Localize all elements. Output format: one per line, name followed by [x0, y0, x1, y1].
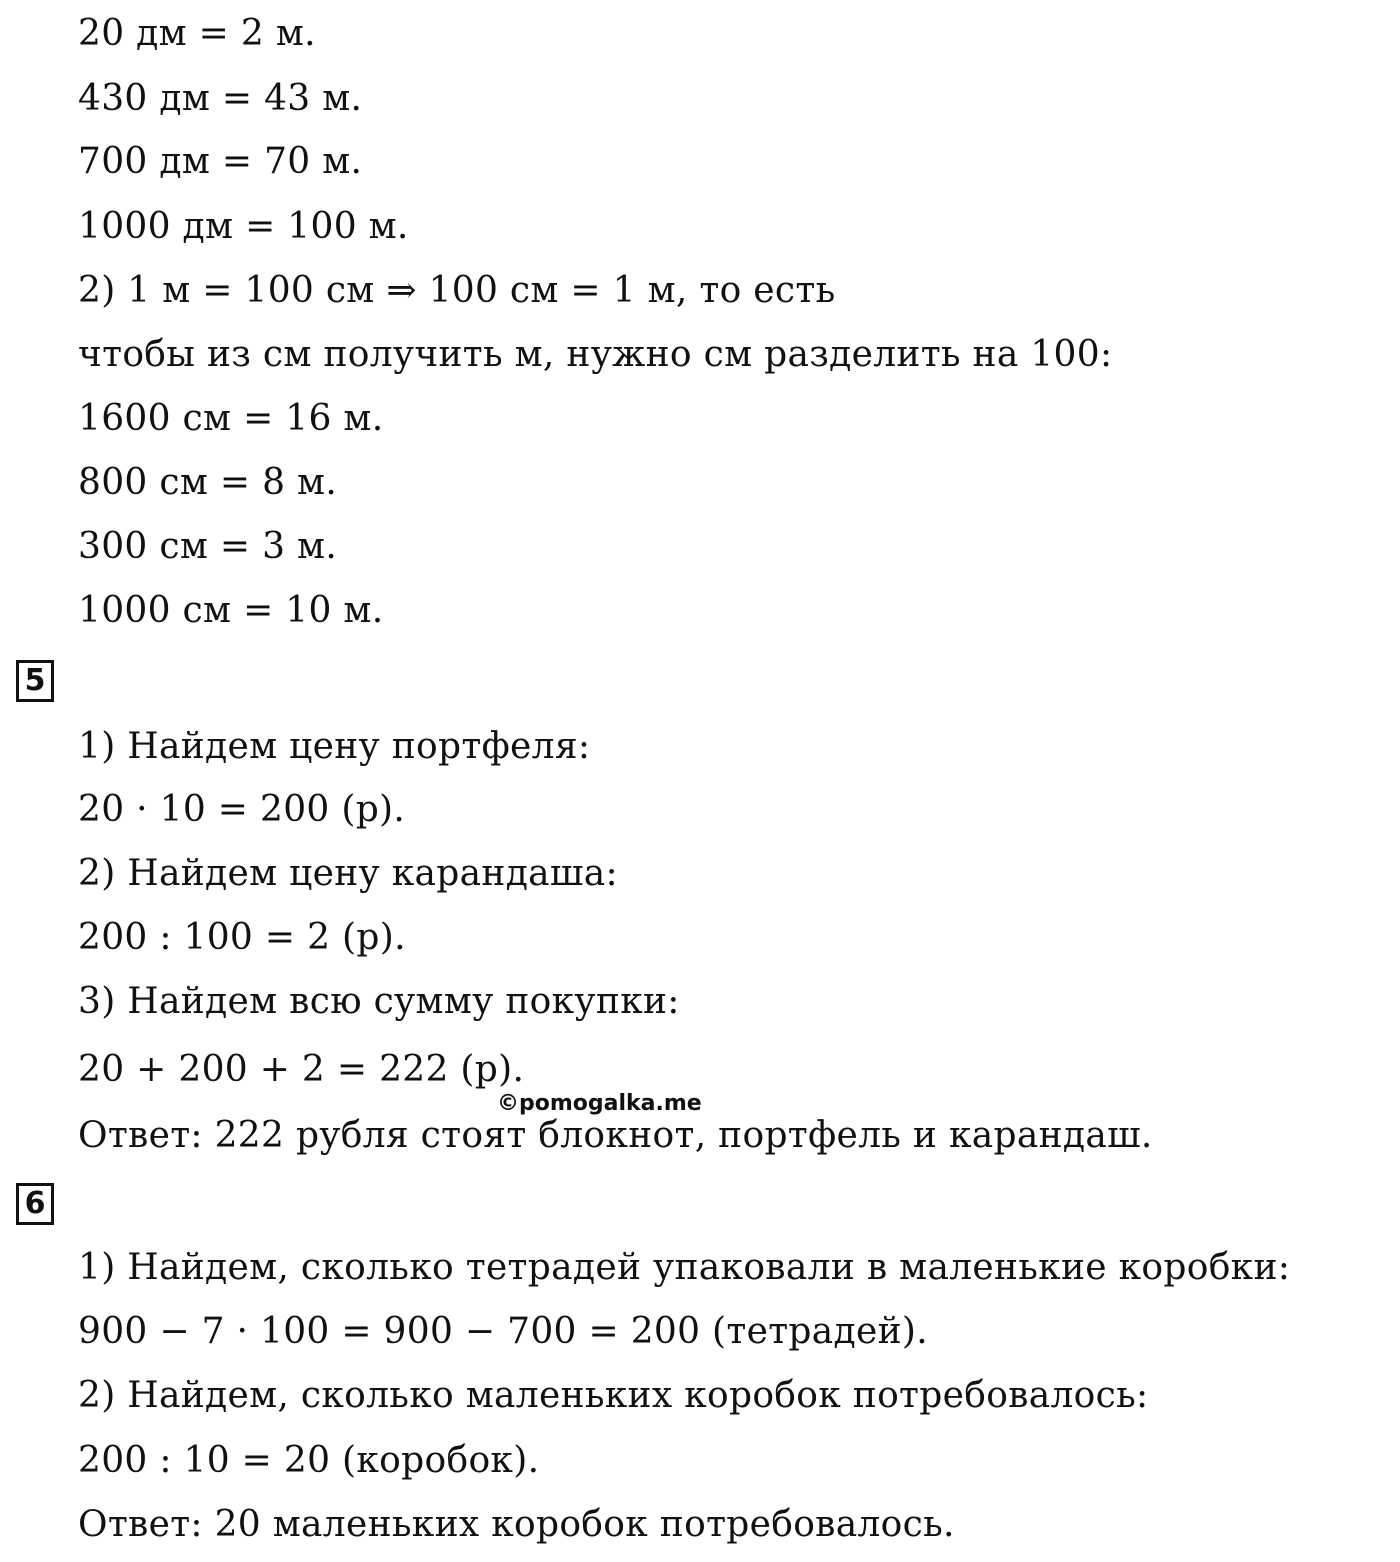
text-line: 1) Найдем, сколько тетрадей упаковали в маленькие коробки: [78, 1247, 1291, 1288]
task-number-6: 6 [16, 1183, 54, 1225]
text-line: 200 : 10 = 20 (коробок). [78, 1440, 540, 1481]
text-line: 1) Найдем цену портфеля: [78, 726, 591, 767]
text-line: 2) 1 м = 100 см ⇒ 100 см = 1 м, то есть [78, 270, 836, 311]
text-line: 900 − 7 · 100 = 900 − 700 = 200 (тетрадей). [78, 1311, 928, 1352]
text-line: 430 дм = 43 м. [78, 78, 363, 119]
text-line: 2) Найдем, сколько маленьких коробок потребовалось: [78, 1375, 1149, 1416]
text-line: 2) Найдем цену карандаша: [78, 853, 618, 894]
watermark: ©pomogalka.me [497, 1091, 702, 1116]
text-line: 700 дм = 70 м. [78, 141, 363, 182]
text-line: 1000 см = 10 м. [78, 590, 384, 631]
text-line: 20 · 10 = 200 (р). [78, 789, 406, 830]
text-line: 20 + 200 + 2 = 222 (р). [78, 1049, 525, 1090]
text-line: чтобы из см получить м, нужно см разделить на 100: [78, 334, 1113, 375]
text-line: 300 см = 3 м. [78, 526, 338, 567]
text-line: 1600 см = 16 м. [78, 398, 384, 439]
text-line: 20 дм = 2 м. [78, 13, 316, 54]
text-line: 1000 дм = 100 м. [78, 206, 409, 247]
answer-line: Ответ: 20 маленьких коробок потребовалось. [78, 1504, 955, 1545]
text-line: 200 : 100 = 2 (р). [78, 917, 406, 958]
text-line: 3) Найдем всю сумму покупки: [78, 981, 680, 1022]
answer-line: Ответ: 222 рубля стоят блокнот, портфель и карандаш. [78, 1115, 1153, 1156]
task-number-5: 5 [16, 660, 54, 702]
text-line: 800 см = 8 м. [78, 462, 338, 503]
